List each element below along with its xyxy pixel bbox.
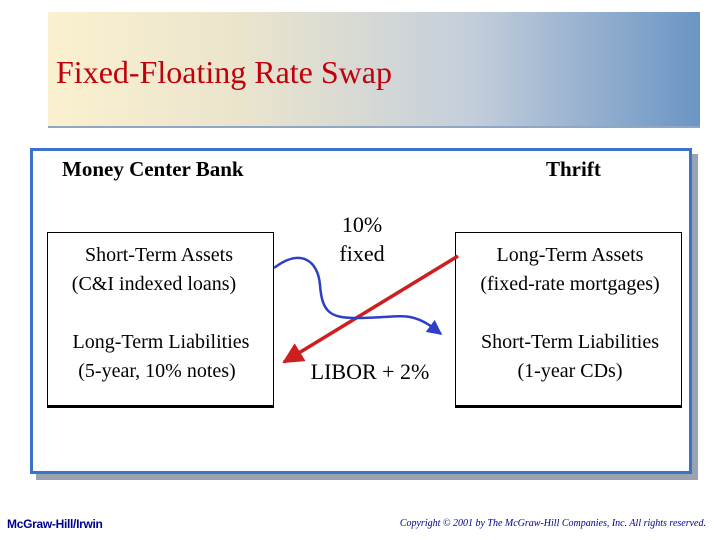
bank-assets-label: Short-Term Assets bbox=[84, 244, 234, 266]
bank-liabilities-label: Long-Term Liabilities bbox=[72, 331, 250, 353]
fixed-payment-arrow bbox=[284, 256, 458, 362]
slide-title: Fixed-Floating Rate Swap bbox=[56, 54, 392, 90]
thrift-assets-detail: (fixed-rate mortgages) bbox=[480, 273, 660, 295]
floating-payment-arrow bbox=[274, 258, 441, 334]
party-thrift: Thrift bbox=[546, 157, 601, 181]
party-money-center-bank: Money Center Bank bbox=[62, 157, 244, 181]
floating-rate-label: LIBOR + 2% bbox=[310, 359, 430, 384]
publisher-label: McGraw-Hill/Irwin bbox=[7, 517, 103, 531]
bank-liabilities-detail: (5-year, 10% notes) bbox=[78, 360, 236, 382]
thrift-liabilities-label: Short-Term Liabilities bbox=[480, 331, 659, 353]
thrift-assets-label: Long-Term Assets bbox=[496, 244, 644, 266]
copyright-notice: Copyright © 2001 by The McGraw-Hill Companies, Inc. All rights reserved. bbox=[399, 518, 706, 529]
fixed-rate-type: fixed bbox=[339, 241, 385, 266]
bank-assets-detail: (C&I indexed loans) bbox=[71, 273, 237, 295]
fixed-rate-value: 10% bbox=[341, 212, 383, 237]
thrift-liabilities-detail: (1-year CDs) bbox=[517, 360, 623, 382]
